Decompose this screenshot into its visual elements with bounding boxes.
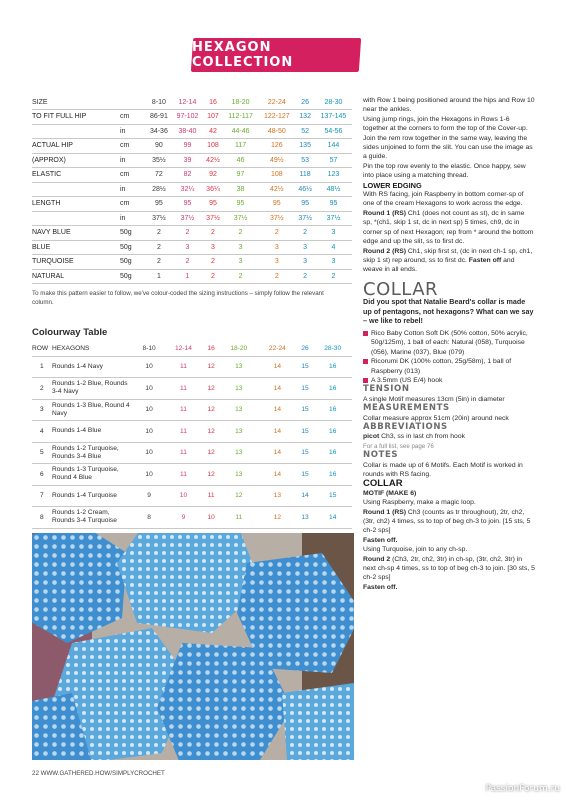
size-cell: 3 [295,240,315,255]
size-cell: 2 [146,255,172,270]
bullet-icon [363,378,368,383]
cw-cell: 11 [164,464,203,486]
tension-text: A single Motif measures 13cm (5in) in diameter [363,395,505,403]
motif-step-2: Using Turquoise, join to any ch-sp. [363,546,468,554]
cw-row-number: 8 [32,507,52,529]
motif-step-1: Using Raspberry, make a magic loop. [363,499,476,507]
collar-intro: Did you spot that Natalie Beard's collar is made up of pentagons, not hexagons? What can we say – we like to rebel! [363,297,534,326]
cw-cell: 11 [203,485,220,507]
cw-cell: 11 [164,356,203,378]
size-cell: 53 [295,153,315,168]
size-row-unit: cm [120,168,146,183]
size-cell: 54-56 [315,124,352,139]
cw-col: 12-14 [164,342,203,356]
size-row-unit: cm [120,197,146,212]
size-row-label: NATURAL [32,269,120,284]
right-column [363,96,535,592]
size-cell: 2 [258,226,295,241]
size-cell: 42½ [203,153,223,168]
title-banner-text: HEXAGON COLLECTION [192,40,294,70]
cw-cell: 10 [134,464,164,486]
size-row [32,240,352,255]
cw-row-number: 5 [32,442,52,464]
size-cell: 108 [203,139,223,154]
size-cell: 2 [203,255,223,270]
colourway-row [32,421,352,443]
size-cell: 3 [223,255,259,270]
cw-cell: 14 [258,399,297,421]
size-cell: 37½ [258,211,295,226]
size-row-label: NAVY BLUE [32,226,120,241]
cw-row-number: 4 [32,421,52,443]
size-col: 12-14 [172,95,203,110]
cw-row-hexagons: Rounds 1-4 Navy [52,356,134,378]
cw-cell: 10 [134,399,164,421]
cw-cell: 12 [203,421,220,443]
size-row-label: (APPROX) [32,153,120,168]
size-row [32,197,352,212]
size-row-unit: cm [120,139,146,154]
size-cell: 126 [258,139,295,154]
tension-heading: TENSION [363,384,410,395]
cw-row-hexagons: Rounds 1-3 Blue, Round 4 Navy [52,399,134,421]
lower-edging-heading: LOWER EDGING [363,180,422,190]
size-col: 22-24 [258,95,295,110]
abbreviations-more-link: For a full list, see page 76 [363,442,434,450]
size-row-unit: 50g [120,255,146,270]
cw-row-number: 6 [32,464,52,486]
size-col: 8-10 [146,95,172,110]
size-cell: 92 [203,168,223,183]
colourway-row [32,464,352,486]
size-cell: 97 [223,168,259,183]
cw-cell: 13 [220,378,259,400]
size-cell: 37½ [146,211,172,226]
size-row-label: ACTUAL HIP [32,139,120,154]
size-row [32,110,352,125]
size-col: 18-20 [223,95,259,110]
cw-row-number: 2 [32,378,52,400]
measurements-text: Collar measure approx 51cm (20in) around neck [363,414,509,422]
size-cell: 37½ [315,211,352,226]
size-row [32,269,352,284]
cw-cell: 10 [134,421,164,443]
cw-row-hexagons: Rounds 1-3 Turquoise, Round 4 Blue [52,464,134,486]
motif-fasten-2: Fasten off. [363,583,398,591]
size-cell: 38-40 [172,124,203,139]
size-cell: 46½ [295,182,315,197]
size-cell: 1 [146,269,172,284]
size-row [32,139,352,154]
size-cell: 3 [258,255,295,270]
size-cell: 86-91 [146,110,172,125]
cw-cell: 12 [203,399,220,421]
size-row-label: TO FIT FULL HIP [32,110,120,125]
size-cell: 2 [203,226,223,241]
crochet-photo [32,533,354,760]
size-row-label [32,182,120,197]
size-col: 16 [203,95,223,110]
size-cell: 2 [203,269,223,284]
intro-text: with Row 1 being positioned around the hips and Row 10 near the ankles. [363,97,535,114]
cw-cell: 16 [313,421,352,443]
cw-cell: 15 [297,421,314,443]
size-row-unit: cm [120,110,146,125]
size-row-label [32,211,120,226]
cw-cell: 15 [297,442,314,464]
size-cell: 52 [295,124,315,139]
cw-cell: 12 [203,464,220,486]
cw-col: 16 [203,342,220,356]
cw-cell: 14 [258,464,297,486]
cw-row-number: 1 [32,356,52,378]
size-cell: 97-102 [172,110,203,125]
size-row [32,168,352,183]
size-cell: 37½ [203,211,223,226]
bullet-icon [363,331,368,336]
size-cell: 2 [295,269,315,284]
size-col: 28-30 [315,95,352,110]
size-cell: 2 [315,269,352,284]
size-cell: 95 [258,197,295,212]
size-cell: 95 [295,197,315,212]
size-cell: 57 [315,153,352,168]
cw-cell: 13 [220,399,259,421]
cw-cell: 10 [164,485,203,507]
size-cell: 48½ [315,182,352,197]
size-cell: 3 [203,240,223,255]
size-cell: 107 [203,110,223,125]
size-row [32,124,352,139]
notes-heading: NOTES [363,450,399,461]
size-cell: 42 [203,124,223,139]
cw-cell: 13 [220,356,259,378]
size-cell: 95 [315,197,352,212]
cw-cell: 10 [203,507,220,529]
cw-header-row: ROW [32,342,52,356]
cw-cell: 16 [313,378,352,400]
collar-heading: COLLAR [363,278,439,300]
cw-cell: 13 [258,485,297,507]
lower-round-2: Round 2 (RS) Ch1, skip first st, (dc in next ch-1 sp, ch1, skip 1 st) rep around, ss to first dc. Fasten off and weave in all ends. [363,247,533,274]
colourway-row [32,378,352,400]
cw-col: 26 [297,342,314,356]
cw-col: 8-10 [134,342,164,356]
cw-cell: 14 [258,356,297,378]
material-item: A 3.5mm (US E/4) hook [363,376,535,385]
cw-cell: 12 [203,356,220,378]
size-cell: 3 [223,240,259,255]
cw-cell: 10 [134,442,164,464]
lower-edging-text: With RS facing, join Raspberry in bottom corner-sp of one of the cream Hexagons to work across the edge. [363,191,524,208]
size-cell: 122-127 [258,110,295,125]
cw-row-number: 7 [32,485,52,507]
cw-cell: 13 [297,507,314,529]
size-cell: 118 [295,168,315,183]
page-footer: 22 WWW.GATHERED.HOW/SIMPLYCROCHET [32,770,165,777]
cw-cell: 15 [297,356,314,378]
size-row-unit: 50g [120,226,146,241]
size-cell: 44-46 [223,124,259,139]
colourway-row [32,507,352,529]
size-cell: 38 [223,182,259,197]
size-row [32,255,352,270]
colourway-row [32,485,352,507]
size-row [32,211,352,226]
cw-cell: 14 [258,442,297,464]
cw-row-hexagons: Rounds 1-2 Blue, Rounds 3-4 Navy [52,378,134,400]
cw-cell: 16 [313,399,352,421]
cw-col: 22-24 [258,342,297,356]
size-cell: 37½ [172,211,203,226]
size-cell: 2 [295,226,315,241]
size-cell: 28½ [146,182,172,197]
size-cell: 123 [315,168,352,183]
size-row-unit: in [120,211,146,226]
abbreviation-picot: picot Ch3, ss in last ch from hook [363,433,466,441]
cw-cell: 15 [297,378,314,400]
size-cell: 2 [258,269,295,284]
abbreviations-heading: ABBREVIATIONS [363,421,448,432]
cw-row-hexagons: Rounds 1-4 Turquoise [52,485,134,507]
colour-code-note: To make this pattern easier to follow, we've colour-coded the sizing instructions – simply follow the relevant column. [32,290,324,306]
size-cell: 135 [295,139,315,154]
motif-round-1: Round 1 (RS) Ch3 (counts as tr throughout), 2tr, ch2, (3tr, ch2) 4 times, ss to top of beg ch-3 to join. [15 sts, 5 ch-2 sps] [363,508,531,535]
size-row-label: TURQUOISE [32,255,120,270]
size-cell: 42½ [258,182,295,197]
cw-cell: 14 [297,485,314,507]
size-row-label [32,124,120,139]
pin-text: Pin the top row evenly to the elastic. Once happy, sew into place using a matching thread. [363,162,526,180]
cw-cell: 11 [220,507,259,529]
size-cell: 112-117 [223,110,259,125]
cw-cell: 12 [203,378,220,400]
colourway-table [32,342,352,529]
cw-cell: 13 [220,442,259,464]
cw-cell: 14 [258,421,297,443]
size-cell: 144 [315,139,352,154]
size-row-unit: 50g [120,269,146,284]
cw-col: 28-30 [313,342,352,356]
size-cell: 95 [146,197,172,212]
size-header-label: SIZE [32,95,120,110]
cw-cell: 9 [164,507,203,529]
cw-col: 18-20 [220,342,259,356]
size-cell: 48-50 [258,124,295,139]
colourway-title: Colourway Table [32,327,108,338]
cw-cell: 12 [258,507,297,529]
size-row-unit: in [120,182,146,197]
size-cell: 4 [315,240,352,255]
size-cell: 2 [172,226,203,241]
cw-cell: 16 [313,356,352,378]
cw-cell: 10 [134,356,164,378]
cw-row-hexagons: Rounds 1-2 Turquoise, Rounds 3-4 Blue [52,442,134,464]
join-text: Using jump rings, join the Hexagons in Rows 1-6 together at the corners to form the top of the Cover-up. [363,115,528,133]
size-table [32,95,352,284]
size-cell: 3 [315,255,352,270]
size-cell: 3 [258,240,295,255]
size-cell: 3 [172,240,203,255]
motif-heading: MOTIF (MAKE 6) [363,489,417,497]
cw-cell: 14 [313,507,352,529]
cw-cell: 8 [134,507,164,529]
size-cell: 95 [203,197,223,212]
crochet-hexagons-image [32,533,354,760]
cw-cell: 15 [297,399,314,421]
size-cell: 3 [295,255,315,270]
motif-fasten-1: Fasten off. [363,536,398,544]
join-rem-text: Join the rem row together in the same way, leaving the sides unjoined to form the slit. You can use the image as a guide. [363,134,533,161]
notes-text: Collar is made up of 6 Motifs. Each Motif is worked in rounds with RS facing. [363,461,523,478]
cw-cell: 16 [313,442,352,464]
cw-cell: 15 [313,485,352,507]
size-cell: 37½ [223,211,259,226]
size-cell: 35½ [146,153,172,168]
size-cell: 37½ [295,211,315,226]
colourway-row [32,399,352,421]
size-col: 26 [295,95,315,110]
size-cell: 36¼ [203,182,223,197]
bullet-icon [363,359,368,364]
left-column [32,95,352,529]
motif-round-2: Round 2 (Ch3, 2tr, ch2, 3tr) in ch-sp, (3tr, ch2, 3tr) in next ch-sp 4 times, ss to top of beg ch-3 to join. [30 sts, 5 ch-2 sps] [363,555,535,582]
size-cell: 3 [315,226,352,241]
material-item: Ricorumi DK (100% cotton, 25g/58m), 1 ball of Raspberry (013) [363,357,535,376]
cw-cell: 13 [220,421,259,443]
size-cell: 2 [172,255,203,270]
size-row-unit: in [120,124,146,139]
cw-cell: 10 [134,378,164,400]
size-row-unit: 50g [120,240,146,255]
cw-cell: 14 [258,378,297,400]
size-cell: 46 [223,153,259,168]
watermark: PassionForum.ru [485,784,560,794]
lower-round-1: Round 1 (RS) Ch1 (does not count as st), dc in same sp, *(ch1, skip 1 st, dc in next sp) 5 times, ch9, dc in corner sp of next Hexagon; rep from * around the bottom edge and up the slit, ss to first dc. [363,209,534,246]
size-row [32,182,352,197]
size-row [32,226,352,241]
size-cell: 82 [172,168,203,183]
cw-cell: 9 [134,485,164,507]
size-cell: 2 [146,226,172,241]
size-row-label: BLUE [32,240,120,255]
size-cell: 95 [223,197,259,212]
size-cell: 1 [172,269,203,284]
cw-cell: 12 [220,485,259,507]
size-cell: 2 [223,269,259,284]
cw-row-number: 3 [32,399,52,421]
size-cell: 132 [295,110,315,125]
cw-cell: 12 [203,442,220,464]
size-cell: 2 [223,226,259,241]
size-cell: 95 [172,197,203,212]
size-cell: 32¼ [172,182,203,197]
cw-cell: 11 [164,399,203,421]
size-cell: 39 [172,153,203,168]
size-cell: 49½ [258,153,295,168]
size-row [32,153,352,168]
size-cell: 34-36 [146,124,172,139]
cw-row-hexagons: Rounds 1-4 Blue [52,421,134,443]
size-cell: 72 [146,168,172,183]
colourway-row [32,356,352,378]
cw-cell: 11 [164,442,203,464]
cw-cell: 15 [297,464,314,486]
colourway-row [32,442,352,464]
cw-cell: 11 [164,421,203,443]
measurements-heading: MEASUREMENTS [363,403,450,414]
size-row-label: LENGTH [32,197,120,212]
material-item: Rico Baby Cotton Soft DK (50% cotton, 50% acrylic, 50g/125m), 1 ball of each: Natural (058), Turquoise (056), Marine (037), Blue (079) [363,329,535,357]
cw-cell: 11 [164,378,203,400]
cw-row-hexagons: Rounds 1-2 Cream, Rounds 3-4 Turquoise [52,507,134,529]
size-row-label: ELASTIC [32,168,120,183]
size-cell: 90 [146,139,172,154]
size-cell: 108 [258,168,295,183]
size-cell: 137-145 [315,110,352,125]
size-cell: 99 [172,139,203,154]
cw-header-hex: HEXAGONS [52,342,134,356]
size-cell: 2 [146,240,172,255]
size-cell: 117 [223,139,259,154]
cw-cell: 13 [220,464,259,486]
size-row-unit: in [120,153,146,168]
collar-pattern-heading: COLLAR [363,478,403,490]
cw-cell: 16 [313,464,352,486]
